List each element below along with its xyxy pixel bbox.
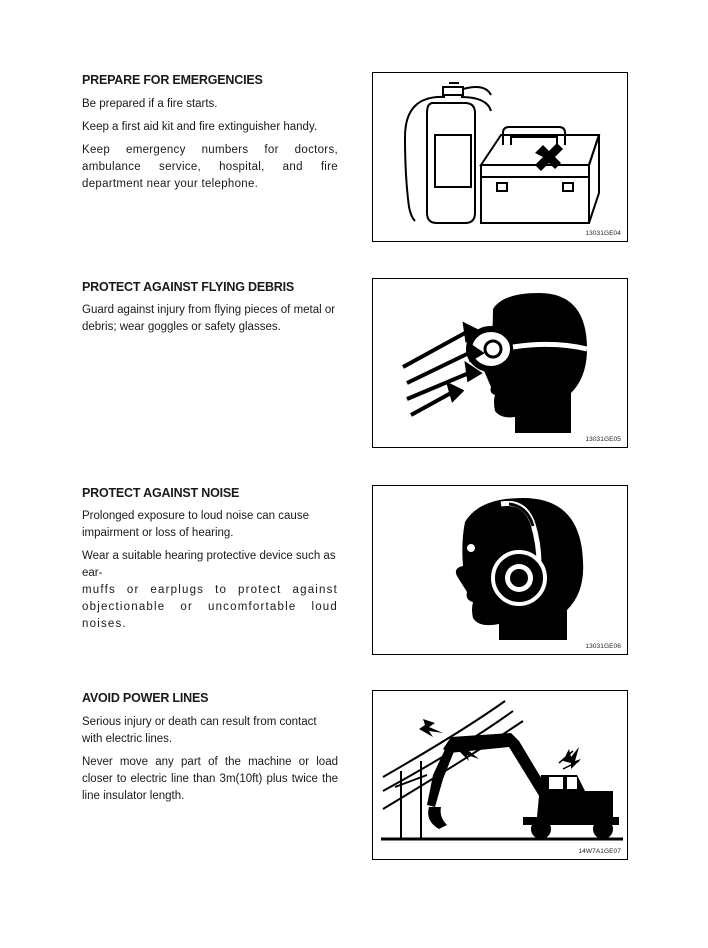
safety-goggles-head-icon bbox=[373, 279, 627, 447]
paragraph: muffs or earplugs to protect against objectionable or uncomfortable loud noises. bbox=[82, 584, 338, 630]
figure-code: 14W7A1GE07 bbox=[578, 848, 621, 855]
figure-code: 13031GE05 bbox=[585, 436, 621, 443]
figure-noise bbox=[372, 485, 628, 655]
excavator-power-line-icon bbox=[373, 691, 627, 859]
figure-code: 13031GE06 bbox=[585, 643, 621, 650]
paragraph: Keep a first aid kit and fire extinguisher handy. bbox=[82, 121, 318, 133]
paragraph: Be prepared if a fire starts. bbox=[82, 98, 218, 110]
paragraph: Keep emergency numbers for doctors, ambulance service, hospital, and fire department near your telephone. bbox=[82, 144, 338, 190]
section-heading: PREPARE FOR EMERGENCIES bbox=[82, 73, 263, 87]
ear-muffs-head-icon bbox=[373, 486, 627, 654]
paragraph: Serious injury or death can result from contact with electric lines. bbox=[82, 716, 317, 745]
paragraph: Prolonged exposure to loud noise can cause impairment or loss of hearing. bbox=[82, 510, 309, 539]
paragraph: Never move any part of the machine or load closer to electric line than 3m(10ft) plus twice the line insulator length. bbox=[82, 756, 338, 802]
figure-power-lines bbox=[372, 690, 628, 860]
paragraph: Wear a suitable hearing protective device such as ear- bbox=[82, 550, 336, 579]
paragraph: Guard against injury from flying pieces of metal or debris; wear goggles or safety glasses. bbox=[82, 304, 336, 333]
figure-flying-debris bbox=[372, 278, 628, 448]
figure-emergencies bbox=[372, 72, 628, 242]
section-heading: PROTECT AGAINST FLYING DEBRIS bbox=[82, 280, 295, 294]
section-heading: AVOID POWER LINES bbox=[82, 691, 209, 705]
fire-extinguisher-and-first-aid-kit-icon bbox=[373, 73, 627, 241]
section-heading: PROTECT AGAINST NOISE bbox=[82, 486, 240, 500]
figure-code: 13031GE04 bbox=[585, 230, 621, 237]
